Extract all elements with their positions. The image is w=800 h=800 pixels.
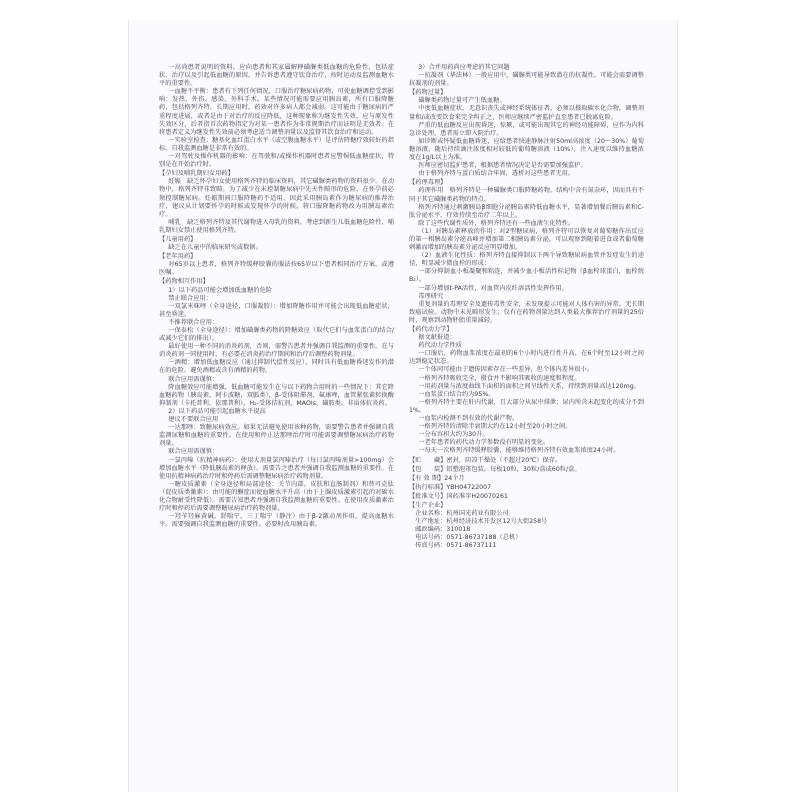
paragraph: 对65岁以上患者，格列齐特缓释胶囊的服法按65岁以下患者相同治疗方案，或遵医嘱。 <box>159 261 394 277</box>
paragraph: 中度低血糖症状，无意识丧失或神经系统体征者，必须以摄取碳水化合物，调整剂量和/或改变饮食来完全纠正之，医师应继续严密监护直至患者已脱离危险。 <box>409 105 644 121</box>
section-heading: 【执行标准】YBH04722007 <box>409 483 492 491</box>
paragraph: 最好使用一种不同的消炎药剂，否则，需警告患者并强调自我监测的重要性。在与消炎药剂一同使用时，有必要在消炎药治疗期间和治疗后调整药物剂量。 <box>159 343 394 359</box>
paragraph: 由于格列齐特与蛋白质结合牢固，透析对这些患者无用。 <box>418 170 575 178</box>
paragraph: 禁止联合应用： <box>168 294 212 302</box>
paragraph: 一抗凝剂（华法林）一般应用中，磺脲类可能导致潜在的抗凝性，可能会需要调整抗凝剂的剂量。 <box>409 72 644 88</box>
paragraph: 1）以下药品可能会增加低血糖的危险 <box>168 286 273 294</box>
paragraph: （2）血液生化性质：格列齐特直接抑制以下两个导致糖尿病血管并发症发生的途径，明显减少微血栓的形成： <box>409 252 644 268</box>
paragraph: 磺脲类药物过量可产生低血糖。 <box>418 97 506 105</box>
section-heading: 【包 装】铝塑泡罩包装，每板10粒，30粒/盒或60粒/盒。 <box>409 465 581 473</box>
section-heading: 【儿童用药】 <box>159 235 197 243</box>
paragraph: 一高尚患者说明的资料，应向患者和其家属解释磺脲类低血糖的危险性，包括症状、治疗以及引起低血糖的原因，并告诉患者遵守饮食治疗，按时运动及监测血糖水平的重要性。 <box>159 64 394 88</box>
paragraph: 建议不要联合应用 <box>168 416 219 424</box>
paragraph: 一部分增加t-PA活性，对血管内皮纤溶活性发挥作用。 <box>418 284 568 292</box>
paragraph: 严重的低血糖反应出现昏迷，惊厥，或可能出现其它的神经功能障碍，应作为内科急诊处理，患者需立即入院治疗。 <box>409 121 644 137</box>
paragraph: 一分布容积大约为30升。 <box>418 431 489 439</box>
paragraph: 格列齐特通过刺激胰岛β细胞分泌胰岛素降低血糖水平，显著增加餐后胰岛素和C-肽分泌水平，疗效持续至治疗二年以上。 <box>409 203 644 219</box>
left-text-column <box>159 64 394 529</box>
paragraph: 联合应用需谨慎： <box>168 448 219 456</box>
section-heading: 【批准文号】国药准字H20070261 <box>409 492 508 500</box>
paragraph: 药理作用 格列齐特是一种磺脲类口服降糖药物，结构中含有氮杂环，因而具有不同于其它磺脲类药物的特点。 <box>409 187 644 203</box>
manufacturer-info-line: 传真号码：0571-86737111 <box>415 542 497 550</box>
paragraph: 一血糖不平衡：患者有下列任何情况，口服治疗糖尿病药物，可使血糖调控受到影响：发热、外伤、感染、外科手术。某些情况可能需要应用胰岛素，所有口服降糖药，包括格列齐特，长期应用时，药效对许多病人都会减弱。这可能由于糖尿病的严重程度进展，或者是由于对治疗的反应降低，这种现象称为继发性失效，应与原发性失效区分，后者指首次药物指定为对某一患者作为非常规期治疗而证明是无效者。在将患者定义为继发性失效前必须考虑适当调整剂量以及监督其饮食治疗和运动。 <box>159 88 394 136</box>
section-heading: 【药物过量】 <box>409 89 447 97</box>
manufacturer-info-line: 企业名称：杭州国光药业有限公司 <box>415 510 509 518</box>
section-heading: 【药代动力学】 <box>409 326 453 333</box>
paragraph: 一糖皮质激素（全身途径和局部途径：关节内部，皮肤和直肠制剂）和替可克肽（促皮质类激素）：由可能的酮症而使血糖水平升高（由于上腺皮质激素引起的对碳水化合物耐受性降低）。需要告知患者并强调自我监测血糖的重要性。在使用皮质激素治疗时和停药后需要调整糖尿病治疗药物剂量。 <box>159 480 394 513</box>
paragraph: 除了这些代谢性质外，格列齐特还有一些血液生化特性。 <box>418 219 575 227</box>
section-heading: 【药理毒理】 <box>409 179 447 187</box>
paragraph: 2）以下药品可能引起血糖水平提高 <box>168 407 266 415</box>
section-heading: 【有 效 期】24个月 <box>409 474 465 482</box>
paragraph: 一实验室检查：糖基化血红蛋白水平（或空腹血糖水平）是评估降糖疗效较好的指标。自我监测血糖是非常有效的。 <box>159 136 394 152</box>
paragraph: 一老年患者的药代动力学参数没有明显的变化。 <box>418 439 550 447</box>
paragraph: 一每天一次格列齐特缓释胶囊，能够维持格列齐特有效血浆浓度24小时。 <box>418 447 620 455</box>
paragraph: 一部分抑制血小板凝聚和粘连，并减少血小板活性标记物（β血栓球蛋白，血栓烷B₂）。 <box>409 268 644 284</box>
section-heading: 【贮 藏】密封，阴凉干燥处（不超过20℃）保存。 <box>409 456 562 464</box>
paragraph: 重复剂量的毒理安全及遗传毒性安全，未发现提示可能对人体有害的异常。无长期致癌试验。动物中未见畸形发生；仅有在药物剂量达到人类最大推荐治疗剂量的25倍时，观察到动物胚胎重量减轻。 <box>409 300 644 324</box>
manufacturer-info-line: 电话号码：0571-86737188（总机） <box>415 534 522 542</box>
paragraph: （1）对胰岛素释放的作用：对2型糖尿病，格列齐特可以恢复对葡萄糖作出反应的第一相胰岛素分泌高峰并增加第二相胰岛素分泌。可以观察到随着进食或者葡萄糖刺激而增加的胰岛素分泌反应明显增加。 <box>409 227 644 252</box>
paragraph: 妊娠 缺乏怀孕妇女使用格列齐特的临床资料，其它磺脲类药物的资料很少。在动物中，格列齐特非致畸。为了减少在未控制糖尿病中先天性畸形的危险，在怀孕前必须控制糖尿病。妊娠期间口服降糖药不适用，因此采用胰岛素作为糖尿病的推荐治疗，建议从计划要怀孕的时候或发现怀孕的时候，将口服降糖药物改为用胰岛素治疗。 <box>159 178 394 218</box>
paragraph: 一羟苄羟麻黄碱，舒喘宁，三丁喘宁（静注）由于β-2激动剂作用，提高血糖水平。需要强调自我监测血糖的重要性。必要时改用胰岛素。 <box>159 513 394 529</box>
paragraph: 一保泰松（全身途径）：增加磺脲类药物的降糖效应（取代它们与血浆蛋白的结合/或减少它们的排出）。 <box>159 327 394 343</box>
paragraph: 降血糖效应可能增强，低血糖可能发生在与以下药物合用时的一些情况下：其它降血糖药物（胰岛素，阿卡波糖，双胍类），β-受体阻滞剂，氟康唑，血管紧张素转换酶抑制剂（卡托普利，依那普利），H₂-受体拮抗剂，MAOIs，磺胺类，非甾体抗炎药。 <box>159 383 394 407</box>
paragraph: 一口服后，药物血浆浓度在最初的6个小时内进行性升高，在6个时至12小时之间达到稳定状态。 <box>409 350 644 366</box>
paragraph: 一格列齐特吸收完全，摄食并不影响其吸收的速度和程度。 <box>418 374 581 382</box>
section-heading: 【老年用药】 <box>159 253 197 261</box>
paragraph: 如诊断或怀疑低血糖昏迷，应给患者快速静脉注射50ml高浓度（20～30%）葡萄糖溶液，随后持续滴注浓度相对较低的葡萄糖溶液（10%），注入速度以维持血糖浓度在1g/L以上为准。 <box>409 137 644 162</box>
paragraph: 一达那唑：致糖尿病效应。如果无法避免使用该种药物，需要警告患者并强调自我监测尿糖和血糖的重要性。在使用和停止达那唑治疗时可能需要调整糖尿病治疗药物剂量。 <box>159 424 394 448</box>
paragraph: 一血浆内检测不到有效的代谢产物。 <box>418 415 519 423</box>
manufacturer-info-line: 生产地址：杭州经济技术开发区12号大街258号 <box>415 518 548 526</box>
paragraph: 药代动力学性质 <box>418 342 462 350</box>
paragraph: 一双氯米咪唑（全身途径，口服凝胶）：增加降糖作用并可能会出现低血糖症状，甚至昏迷。 <box>159 302 394 318</box>
paragraph: 一个体间可能由于遗传因素存在一些差异，但个体内差异很小。 <box>418 366 593 374</box>
paragraph: 一对驾驶及操作机器的影响：在驾驶和/或操作机器时患者应警惕低血糖症状，特别是在开始治疗时。 <box>159 153 394 169</box>
paragraph: 不推荐联合应用： <box>168 318 219 326</box>
paragraph: 据文献报道： <box>418 334 456 342</box>
paragraph: 一血浆蛋白结合约为95%。 <box>418 390 495 398</box>
paragraph: 哺乳 缺乏格列齐特及其代谢物进入母乳的资料，考虑到新生儿低血糖危险性，哺乳期妇女禁止使用格列齐特。 <box>159 218 394 234</box>
paragraph: 一格列齐特的清除半衰期大约在12小时至20小时之间。 <box>418 423 572 431</box>
paragraph: 医师应密切监护患者，根据患者情况决定是否需要加强监护。 <box>418 162 587 170</box>
section-heading: 【孕妇及哺乳期妇女用药】 <box>159 170 234 178</box>
section-heading: 【药物相互作用】 <box>159 278 209 286</box>
paragraph: 联合应用需谨慎： <box>168 375 219 383</box>
section-heading: 【生产企业】 <box>409 501 447 509</box>
paragraph: 一格列齐特主要在肝内代谢，且大部分从尿中排泄；尿内所含未起变化的成分不到1%。 <box>409 398 644 414</box>
paragraph: 一酒精：增加低血糖反应（通过抑制代偿性反应），同时具有低血糖昏迷发作的潜在的危险。避免酒精或含有酒精的药物。 <box>159 359 394 375</box>
paragraph: 一氯丙嗪（抗精神病药）：使用大剂量氯丙嗪治疗（每日氯丙嗪剂量>100mg）会增加血糖水平（降低胰岛素的释放）。需要告之患者并强调自我监测血糖的重要性。在使用抗精神病药治疗时和停药后需调整糖尿病治疗药物剂量。 <box>159 456 394 480</box>
manufacturer-info-line: 邮政编码：310018 <box>415 526 471 534</box>
paragraph: 3）合并用药尚应考虑的其它问题 <box>418 64 510 71</box>
paragraph: 缺乏在儿童中的临床研究或数据。 <box>168 244 262 252</box>
paragraph: 毒理研究 <box>418 292 444 300</box>
leaflet-sheet <box>128 20 678 792</box>
right-text-column <box>409 64 644 551</box>
paragraph: 一用药剂量与浓度曲线下面积的面积之间呈线性关系，持续到剂量高达120mg。 <box>418 382 640 390</box>
